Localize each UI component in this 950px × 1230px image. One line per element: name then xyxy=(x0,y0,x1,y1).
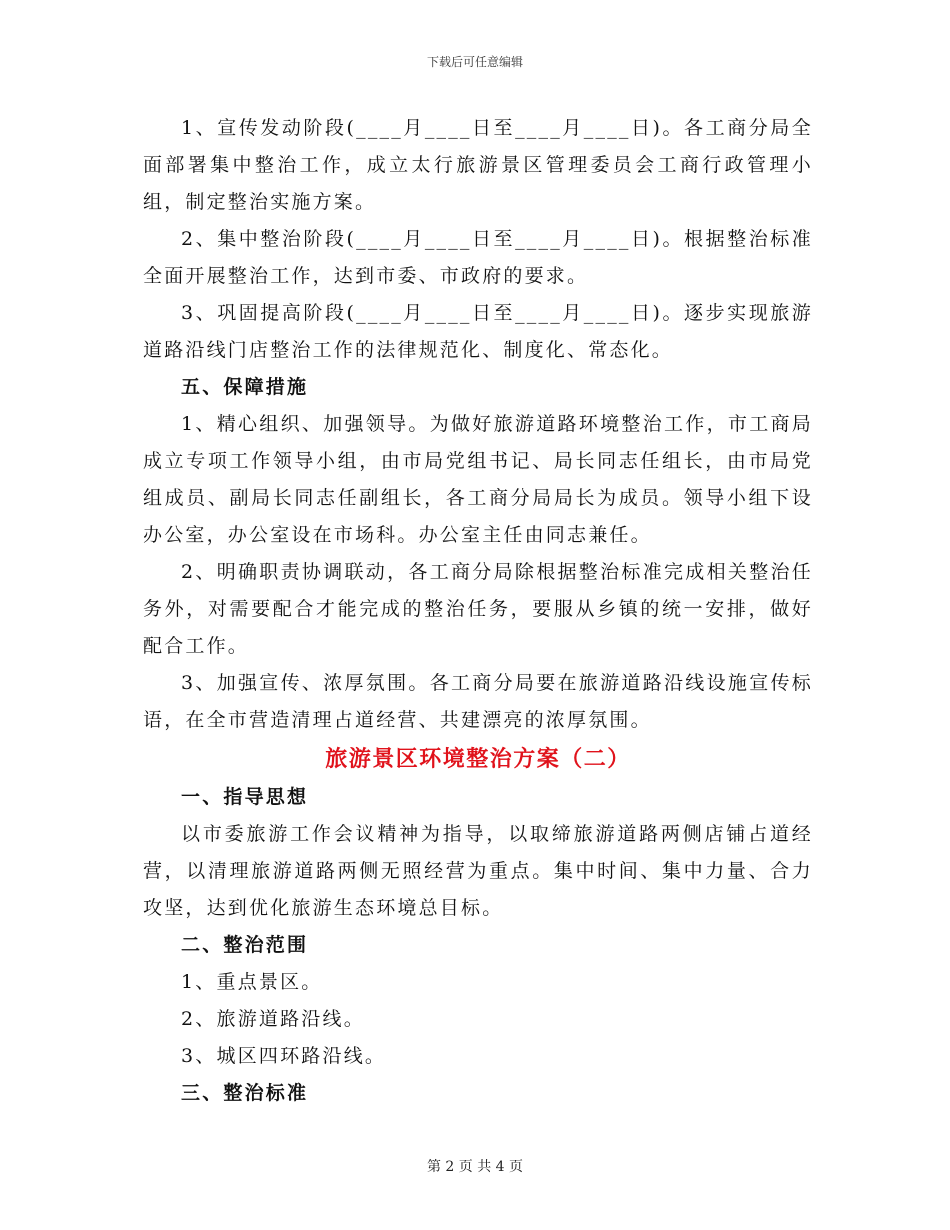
list-item-scope-1: 1、重点景区。 xyxy=(181,971,323,993)
section-heading-safeguards: 五、保障措施 xyxy=(181,376,309,398)
section-heading-standards: 三、整治标准 xyxy=(181,1082,309,1104)
paragraph-safeguard-3: 3、加强宣传、浓厚氛围。各工商分局要在旅游道路沿线设施宣传标语，在全市营造清理占道经营、共建漂亮的浓厚氛围。 xyxy=(143,672,813,731)
section-heading-guiding-ideology: 一、指导思想 xyxy=(181,786,309,808)
page-header-note: 下载后可任意编辑 xyxy=(426,55,523,69)
paragraph-safeguard-1: 1、精心组织、加强领导。为做好旅游道路环境整治工作，市工商局成立专项工作领导小组，由市局党组书记、局长同志任组长，由市局党组成员、副局长同志任副组长，各工商分局局长为成员。领导小组下设办公室，办公室设在市场科。办公室主任由同志兼任。 xyxy=(143,413,813,546)
document-title: 旅游景区环境整治方案（二） xyxy=(325,746,631,772)
section-heading-scope: 二、整治范围 xyxy=(181,934,309,956)
page-number-footer: 第 2 页 共 4 页 xyxy=(426,1159,524,1175)
paragraph-guiding-ideology: 以市委旅游工作会议精神为指导，以取缔旅游道路两侧店铺占道经营，以清理旅游道路两侧无照经营为重点。集中时间、集中力量、合力攻坚，达到优化旅游生态环境总目标。 xyxy=(143,823,813,919)
document-body xyxy=(143,110,813,1112)
paragraph-phase-1: 1、宣传发动阶段(____月____日至____月____日)。各工商分局全面部署集中整治工作，成立太行旅游景区管理委员会工商行政管理小组，制定整治实施方案。 xyxy=(143,117,813,213)
paragraph-safeguard-2: 2、明确职责协调联动，各工商分局除根据整治标准完成相关整治任务外，对需要配合才能完成的整治任务，要服从乡镇的统一安排，做好配合工作。 xyxy=(143,561,813,657)
list-item-scope-3: 3、城区四环路沿线。 xyxy=(181,1045,387,1067)
paragraph-phase-2: 2、集中整治阶段(____月____日至____月____日)。根据整治标准全面开展整治工作，达到市委、市政府的要求。 xyxy=(143,228,813,287)
paragraph-phase-3: 3、巩固提高阶段(____月____日至____月____日)。逐步实现旅游道路沿线门店整治工作的法律规范化、制度化、常态化。 xyxy=(143,302,813,361)
list-item-scope-2: 2、旅游道路沿线。 xyxy=(181,1008,365,1030)
